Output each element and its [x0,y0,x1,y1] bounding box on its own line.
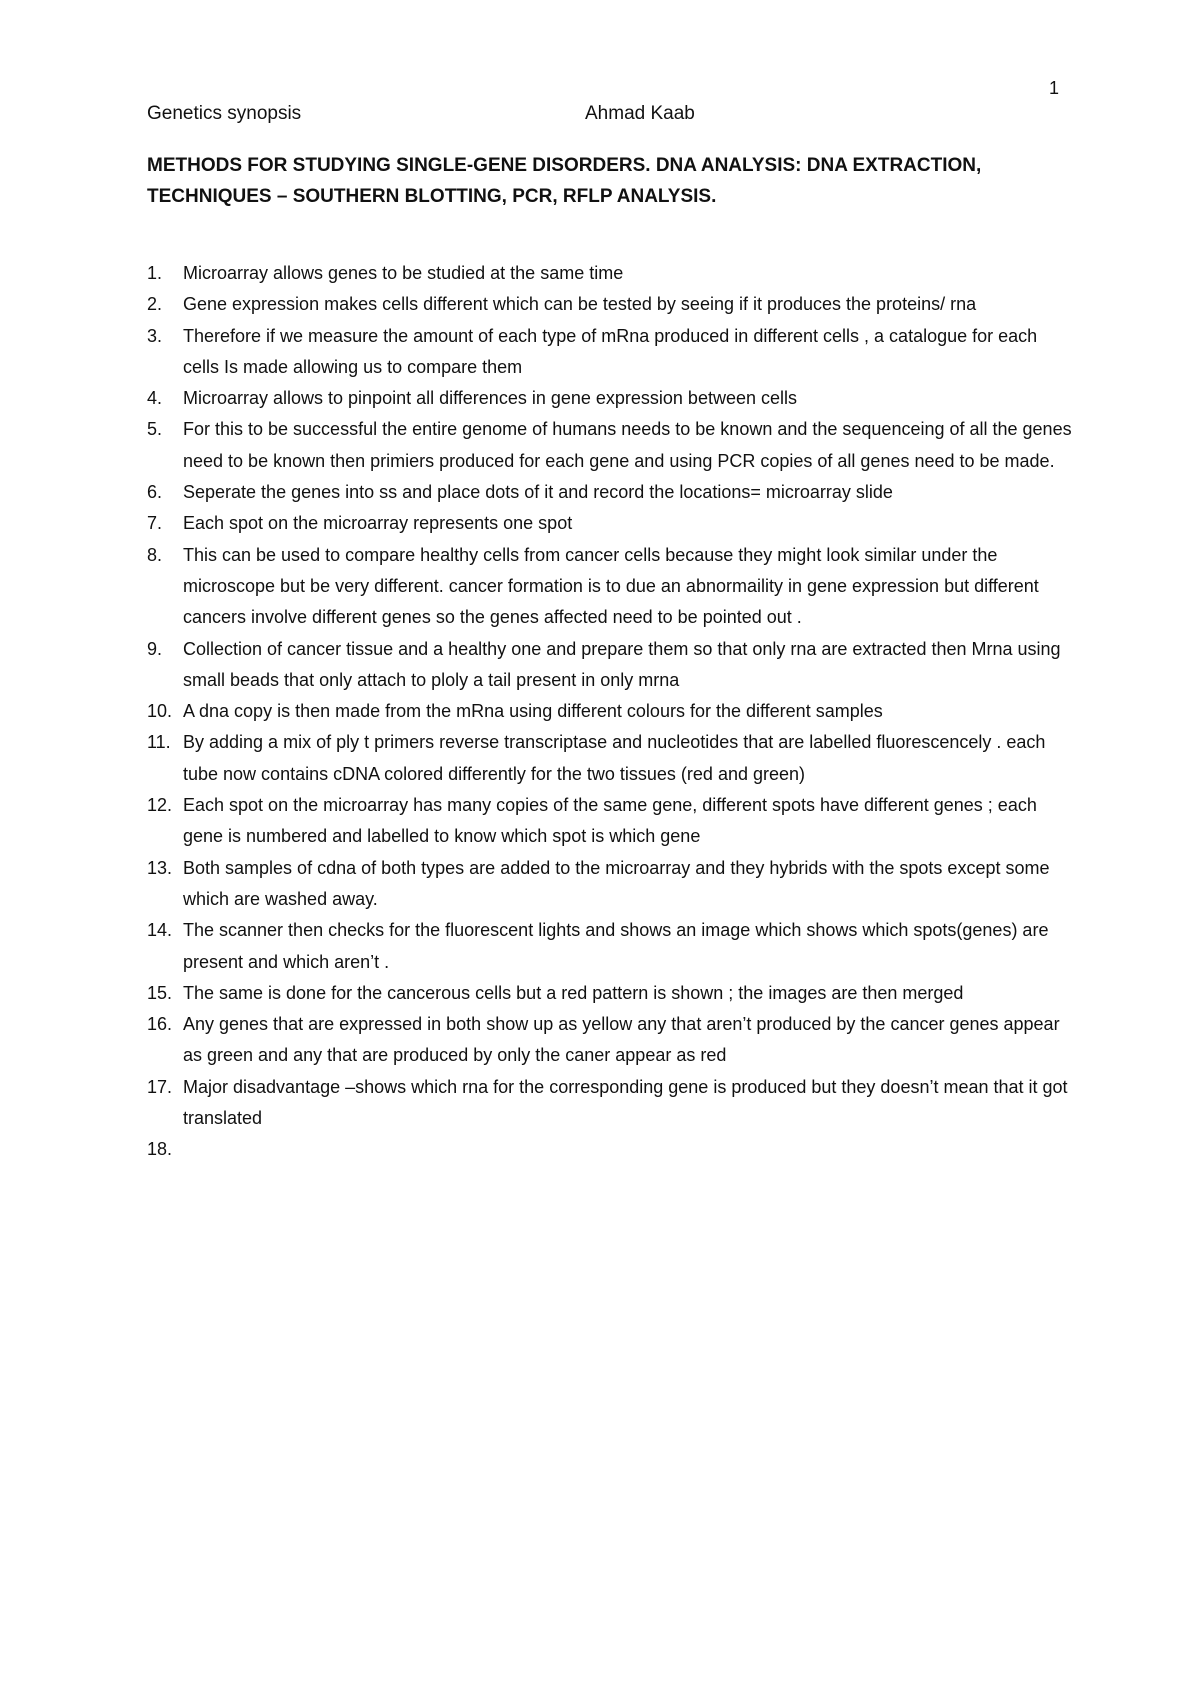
list-item [147,727,1077,790]
list-item-number: 9. [147,638,163,659]
list-item [147,477,1077,508]
list-item-text: Therefore if we measure the amount of each type of mRna produced in different cells , a catalogue for each cells Is made allowing us to compare them [183,325,1038,377]
list-item [147,915,1077,978]
list-item [147,1072,1077,1135]
page-number: 1 [1048,78,1059,98]
list-item [147,383,1077,414]
list-item-number: 11. [147,732,171,753]
list-item-text: Any genes that are expressed in both show up as yellow any that aren’t produced by the cancer genes appear as green and any that are produced by only the caner appear as red [183,1014,1060,1066]
list-item-text: A dna copy is then made from the mRna using different colours for the different samples [183,701,883,722]
list-item-number: 12. [147,795,173,816]
list-item-text: The same is done for the cancerous cells but a red pattern is shown ; the images are then merged [183,982,964,1003]
list-item [147,790,1077,853]
list-item-text: Seperate the genes into ss and place dots of it and record the locations= microarray slide [183,482,893,503]
list-item-text: By adding a mix of ply t primers reverse transcriptase and nucleotides that are labelled fluorescencely . each tube now contains cDNA colored differently for the two tissues (red and green) [183,732,1046,784]
list-item-text: This can be used to compare healthy cells from cancer cells because they might look similar under the microscope but be very different. cancer formation is to due an abnormaility in gene expression but different cancers involve different genes so the genes affected need to be pointed out . [183,544,1039,628]
list-item-number: 15. [147,982,173,1003]
list-item-text: Major disadvantage –shows which rna for the corresponding gene is produced but they doesn’t mean that it got translated [183,1076,1068,1129]
list-item-number: 8. [147,544,163,565]
list-item-number: 7. [147,513,163,534]
list-item [147,696,1077,727]
list-item-text: Both samples of cdna of both types are added to the microarray and they hybrids with the spots except some which are washed away. [183,857,1050,909]
list-item-text: Collection of cancer tissue and a healthy one and prepare them so that only rna are extracted then Mrna using small beads that only attach to ploly a tail present in only mrna [183,638,1061,690]
list-item [147,414,1077,477]
list-item [147,1009,1077,1072]
list-item [147,258,1077,289]
list-item-number: 14. [147,920,173,941]
list-item [147,978,1077,1009]
list-item-text: Microarray allows to pinpoint all differences in gene expression between cells [183,388,797,409]
list-item-number: 18. [147,1139,173,1160]
list-item [147,289,1077,320]
list-item [147,508,1077,539]
list-item [147,634,1077,697]
list-item-number: 13. [147,857,173,878]
list-item-text: Gene expression makes cells different which can be tested by seeing if it produces the proteins/ rna [183,294,977,315]
list-item-number: 5. [147,419,163,440]
header-course: Genetics synopsis [147,103,302,124]
list-item-number: 2. [147,294,163,315]
list-item-number: 10. [147,701,173,722]
header-author: Ahmad Kaab [585,103,695,124]
numbered-list [147,258,1077,1165]
list-item [147,853,1077,916]
list-item-number: 3. [147,325,163,346]
list-item-text: Microarray allows genes to be studied at the same time [183,263,624,283]
list-item [147,321,1077,384]
list-item-text: For this to be successful the entire genome of humans needs to be known and the sequenceing of all the genes need to be known then primiers produced for each gene and using PCR copies of all genes need to be made. [183,419,1072,471]
list-item [147,540,1077,634]
list-item-number: 16. [147,1014,173,1035]
list-item-number: 4. [147,388,163,409]
list-item-text: Each spot on the microarray represents one spot [183,513,573,534]
list-item-number: 1. [147,263,163,283]
list-item-text: The scanner then checks for the fluorescent lights and shows an image which shows which spots(genes) are present and which aren’t . [183,920,1049,972]
list-item-number: 6. [147,482,163,503]
list-item [147,1134,1077,1165]
document-title: METHODS FOR STUDYING SINGLE-GENE DISORDERS. DNA ANALYSIS: DNA EXTRACTION, TECHNIQUES – SOUTHERN BLOTTING, PCR, RFLP ANALYSIS. [147,155,982,207]
list-item-text: Each spot on the microarray has many copies of the same gene, different spots have different genes ; each gene is numbered and labelled to know which spot is which gene [183,795,1037,847]
list-item-number: 17. [147,1076,173,1097]
